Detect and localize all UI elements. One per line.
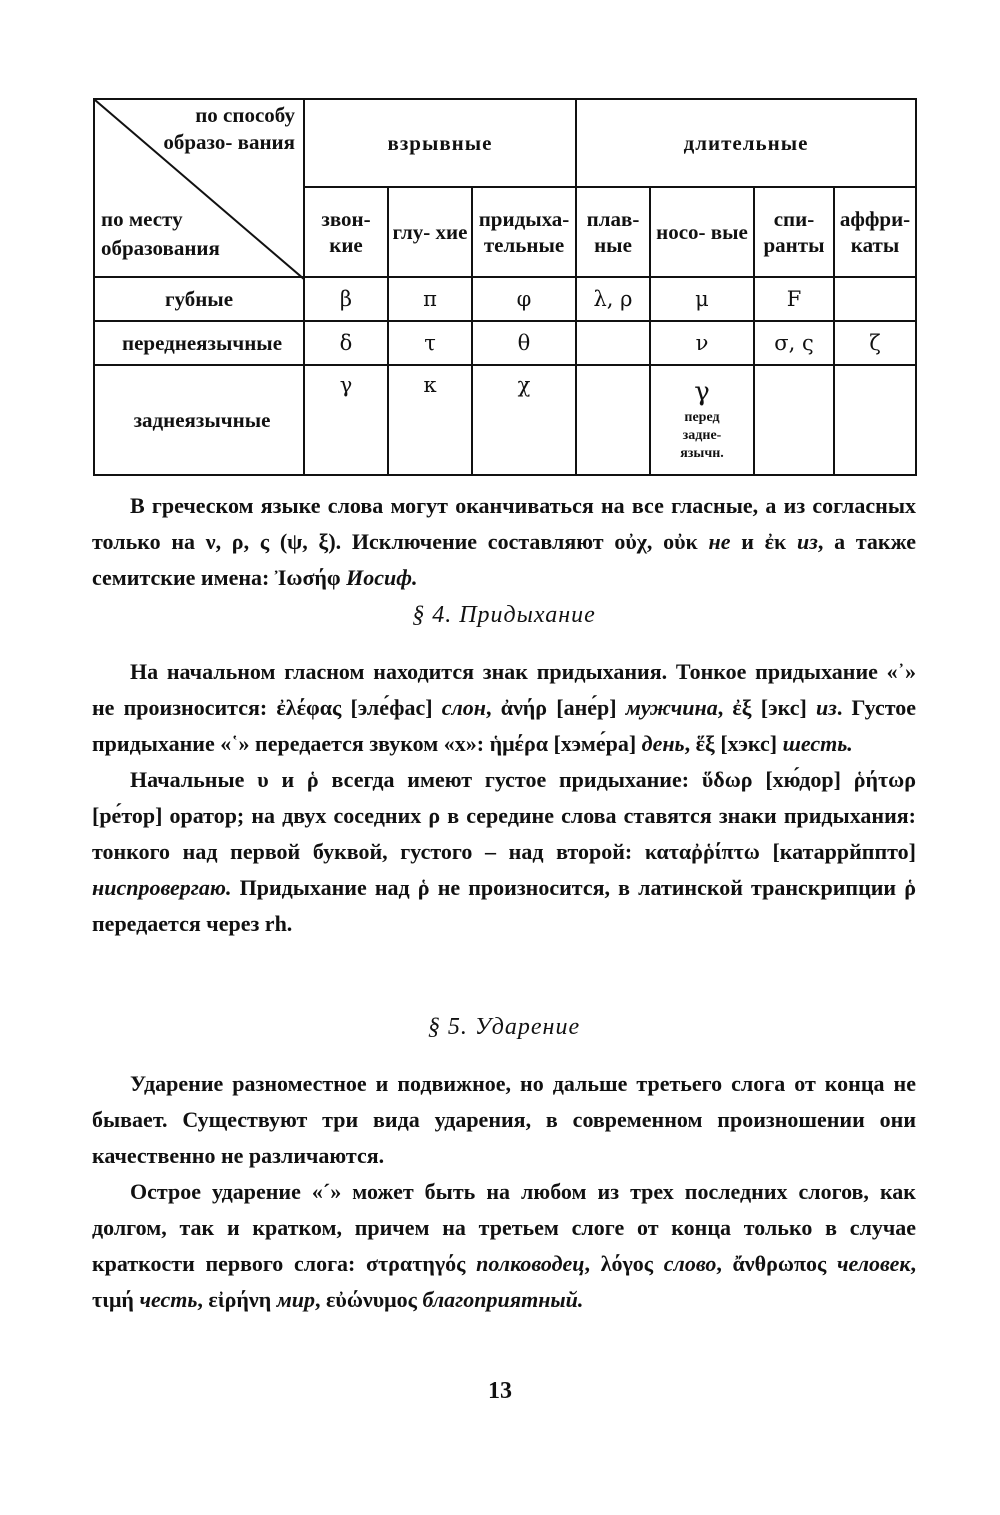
text-run: и ἐκ — [730, 529, 798, 554]
translation: из — [815, 695, 837, 720]
section-accent-body — [92, 1066, 916, 1318]
text-run: , а также семитские имена: Ἰωσήφ — [92, 529, 916, 590]
paragraph-breathing-1 — [92, 654, 916, 762]
text-run: Придыхание над ῥ не произносится, в латинской транскрипции ῥ передается через rh. — [92, 875, 916, 936]
consonant-table — [93, 98, 915, 474]
text-run: Острое ударение «´» может быть на любом из трех последних слогов, как долгом, так и кратком, причем на третьем слоге от конца только в случае краткости первого слога: στρατηγός — [92, 1179, 916, 1276]
text-run: , ἄνθρωπος — [716, 1251, 837, 1276]
text-run: , εἰρήνη — [197, 1287, 277, 1312]
translation: не — [708, 529, 731, 554]
text-run: , εὐώνυμος — [315, 1287, 423, 1312]
table-cell-with-note — [650, 365, 754, 475]
translation: мир — [276, 1287, 316, 1312]
translation: шесть. — [782, 731, 853, 756]
paragraph-accent-1: Ударение разноместное и подвижное, но дальше третьего слога от конца не бывает. Существуют три вида ударения, в современном произношении они качественно не различаются. — [92, 1071, 916, 1168]
table-cell — [834, 277, 916, 321]
text-run: , ἕξ [хэкс] — [684, 731, 783, 756]
table-cell: F — [754, 277, 834, 321]
table-cell — [754, 365, 834, 475]
translation: честь — [139, 1287, 198, 1312]
table-row — [94, 365, 916, 475]
table-cell: κ — [388, 365, 472, 475]
table-cell: τ — [388, 321, 472, 365]
translation: слово — [663, 1251, 717, 1276]
text-run: На начальном гласном находится знак придыхания. Тонкое придыхание «᾿» не произносится: ἐλέφας [эле́фас] — [92, 659, 916, 720]
translation: из — [797, 529, 818, 554]
row-label-anterior-lingual: переднеязычные — [94, 321, 304, 365]
section-breathing-body — [92, 654, 916, 942]
translation: человек — [836, 1251, 911, 1276]
table-cell: σ, ς — [754, 321, 834, 365]
translation: день — [641, 731, 685, 756]
text-run: , ἐξ [экс] — [717, 695, 816, 720]
section-title-breathing: § 4. Придыхание — [412, 602, 596, 628]
table-corner-header — [94, 99, 304, 277]
subheader-spirant: спи- ранты — [754, 187, 834, 277]
translation: слон — [441, 695, 487, 720]
section-title-accent: § 5. Ударение — [427, 1014, 581, 1040]
subheader-voiced: звон- кие — [304, 187, 388, 277]
table-cell: ζ — [834, 321, 916, 365]
table-cell: π — [388, 277, 472, 321]
translation: ниспровергаю. — [92, 875, 232, 900]
subheader-aspirated: придыха- тельные — [472, 187, 576, 277]
table-cell: φ — [472, 277, 576, 321]
table-row — [94, 321, 916, 365]
table-cell — [576, 365, 650, 475]
row-label-posterior-lingual: заднеязычные — [94, 365, 304, 475]
text-run: В греческом языке слова могут оканчиваться на все гласные, а из согласных только на ν, ρ, ς (ψ, ξ). Исключение составляют οὐχ, οὐκ — [92, 493, 916, 554]
subheader-affricate: аффри- каты — [834, 187, 916, 277]
text-run: , λόγος — [584, 1251, 664, 1276]
text-run: Начальные υ и ῥ всегда имеют густое придыхание: ὕδωρ [хю́дор] ῥήτωρ [ре́тор] оратор; на двух соседних ρ в середине слова ставятся знаки придыхания: тонкого над первой буквой, густого – над второй: καταῤῥίπτω [катаррйппто] — [92, 767, 916, 864]
table-cell: β — [304, 277, 388, 321]
text-run: , τιμή — [92, 1251, 917, 1312]
translation: мужчина — [625, 695, 718, 720]
paragraph-final-letters — [92, 488, 916, 596]
table-row — [94, 277, 916, 321]
table-cell-letter: γ — [694, 377, 710, 408]
translation: Иосиф. — [346, 565, 418, 590]
table-cell: χ — [472, 365, 576, 475]
header-explosive: взрывные — [304, 99, 576, 187]
subheader-nasal: носо- вые — [650, 187, 754, 277]
table-cell: λ, ρ — [576, 277, 650, 321]
table-cell-note: перед задне- язычн. — [680, 409, 724, 462]
subheader-liquid: плав- ные — [576, 187, 650, 277]
corner-top-label: по способу образо- вания — [163, 103, 295, 155]
paragraph-breathing-2 — [92, 762, 916, 942]
table-cell: δ — [304, 321, 388, 365]
row-label-labial: губные — [94, 277, 304, 321]
table-cell: θ — [472, 321, 576, 365]
text-run: . Густое придыхание «῾» передается звуком «х»: ἡμέρα [хэме́ра] — [92, 695, 917, 756]
table-cell — [834, 365, 916, 475]
page-number: 13 — [488, 1378, 512, 1404]
translation: полководец — [476, 1251, 585, 1276]
table-cell: γ — [304, 365, 388, 475]
corner-bottom-label: по месту образования — [101, 207, 220, 260]
paragraph-accent-2 — [92, 1174, 916, 1318]
header-continuous: длительные — [576, 99, 916, 187]
subheader-voiceless: глу- хие — [388, 187, 472, 277]
table-cell: μ — [650, 277, 754, 321]
text-run: , ἀνήρ [ане́р] — [486, 695, 626, 720]
translation: благоприятный. — [422, 1287, 584, 1312]
table-cell: ν — [650, 321, 754, 365]
table-cell — [576, 321, 650, 365]
